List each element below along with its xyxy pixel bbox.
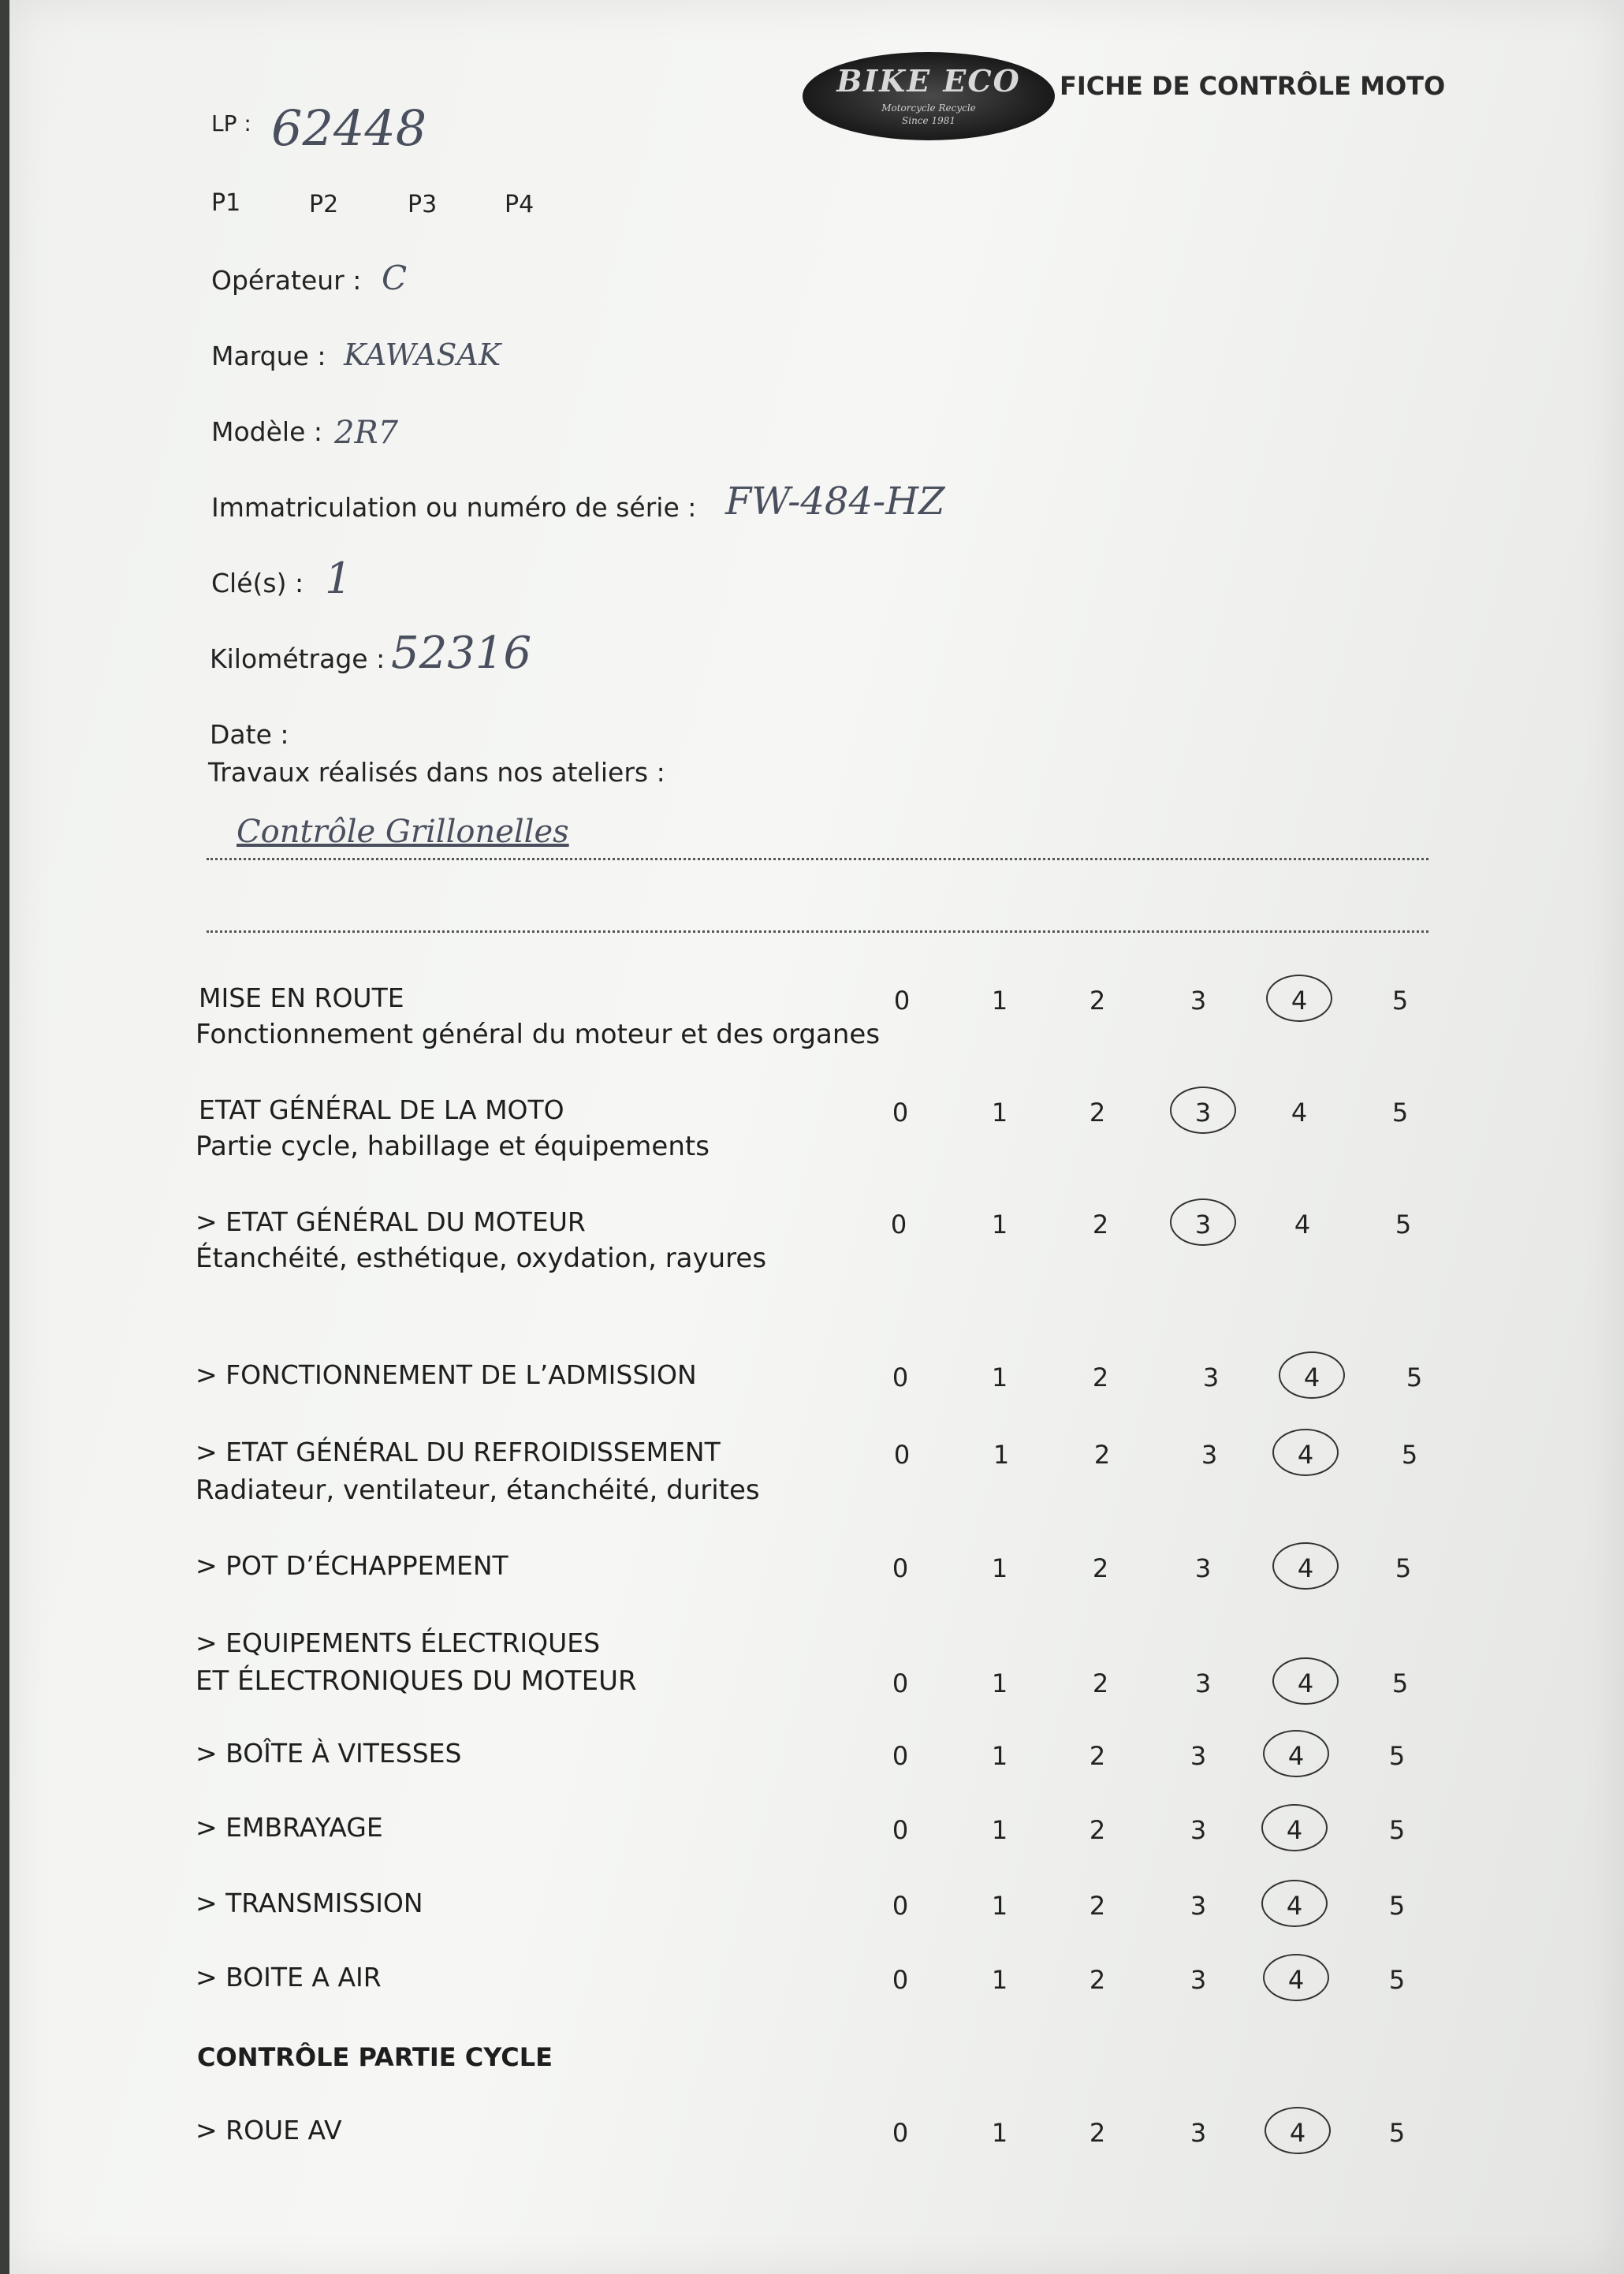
score-option-4[interactable]: 4 (1289, 2118, 1306, 2148)
selected-score-circle (1272, 1429, 1339, 1476)
score-option-2[interactable]: 2 (1089, 1098, 1106, 1128)
score-option-2[interactable]: 2 (1093, 1440, 1111, 1470)
rating-title-pot-d-chappement: > POT D’ÉCHAPPEMENT (196, 1550, 508, 1581)
score-option-3[interactable]: 3 (1190, 2118, 1207, 2148)
operateur-value: C (382, 259, 408, 297)
score-option-0[interactable]: 0 (893, 986, 911, 1016)
travaux-line-1 (207, 858, 1428, 860)
selected-score-circle (1261, 1804, 1328, 1851)
score-option-1[interactable]: 1 (993, 1440, 1010, 1470)
score-option-3[interactable]: 3 (1194, 1553, 1212, 1583)
score-option-1[interactable]: 1 (991, 986, 1008, 1016)
score-option-1[interactable]: 1 (991, 1210, 1008, 1240)
score-option-1[interactable]: 1 (991, 1363, 1008, 1392)
rating-title-bo-te-vitesses: > BOÎTE À VITESSES (196, 1738, 462, 1769)
score-option-2[interactable]: 2 (1089, 1815, 1106, 1845)
score-option-2[interactable]: 2 (1089, 1741, 1106, 1771)
travaux-line-2 (207, 930, 1428, 933)
score-option-3[interactable]: 3 (1190, 1965, 1207, 1995)
score-option-4[interactable]: 4 (1291, 986, 1308, 1016)
score-option-0[interactable]: 0 (892, 2118, 909, 2148)
immat-label: Immatriculation ou numéro de série : (211, 492, 697, 523)
score-option-5[interactable]: 5 (1391, 1098, 1409, 1128)
score-option-0[interactable]: 0 (892, 1965, 909, 1995)
score-option-3[interactable]: 3 (1201, 1440, 1218, 1470)
score-option-4[interactable]: 4 (1286, 1891, 1303, 1921)
km-label: Kilométrage : (210, 643, 386, 674)
score-option-1[interactable]: 1 (991, 1098, 1008, 1128)
selected-score-circle (1272, 1542, 1339, 1590)
rating-title-etat-g-n-ral-du-moteur: > ETAT GÉNÉRAL DU MOTEUR (196, 1206, 586, 1237)
score-option-0[interactable]: 0 (892, 1363, 909, 1392)
score-option-0[interactable]: 0 (892, 1741, 909, 1771)
selected-score-circle (1170, 1087, 1236, 1134)
score-option-2[interactable]: 2 (1092, 1363, 1109, 1392)
score-option-0[interactable]: 0 (893, 1440, 911, 1470)
logo-tagline: Motorcycle Recycle (881, 103, 976, 114)
section-partie-cycle-title: CONTRÔLE PARTIE CYCLE (197, 2042, 553, 2072)
score-option-0[interactable]: 0 (892, 1098, 909, 1128)
position-p3: P3 (408, 191, 438, 218)
lp-value: 62448 (271, 99, 427, 157)
score-option-0[interactable]: 0 (892, 1891, 909, 1921)
lp-label: LP : (211, 110, 251, 136)
score-option-5[interactable]: 5 (1395, 1553, 1412, 1583)
selected-score-circle (1265, 2107, 1331, 2154)
travaux-label: Travaux réalisés dans nos ateliers : (208, 757, 665, 788)
score-option-2[interactable]: 2 (1089, 986, 1106, 1016)
score-option-5[interactable]: 5 (1388, 1891, 1406, 1921)
logo-text: BIKE ECO (836, 63, 1021, 99)
score-option-5[interactable]: 5 (1388, 1741, 1406, 1771)
score-option-4[interactable]: 4 (1294, 1210, 1311, 1240)
selected-score-circle (1170, 1199, 1236, 1246)
score-option-2[interactable]: 2 (1089, 1965, 1106, 1995)
score-option-3[interactable]: 3 (1194, 1668, 1212, 1698)
selected-score-circle (1263, 1730, 1329, 1777)
score-option-0[interactable]: 0 (892, 1815, 909, 1845)
logo-since: Since 1981 (902, 115, 955, 126)
score-option-5[interactable]: 5 (1391, 1668, 1409, 1698)
score-option-2[interactable]: 2 (1089, 2118, 1106, 2148)
rating-subtitle: Radiateur, ventilateur, étanchéité, durites (196, 1474, 760, 1506)
score-option-4[interactable]: 4 (1303, 1363, 1320, 1392)
km-value: 52316 (391, 628, 532, 679)
cles-label: Clé(s) : (211, 568, 304, 598)
position-p4: P4 (505, 191, 535, 218)
score-option-5[interactable]: 5 (1388, 1965, 1406, 1995)
rating-subtitle: Fonctionnement général du moteur et des organes (196, 1019, 881, 1050)
score-option-2[interactable]: 2 (1092, 1668, 1109, 1698)
score-option-5[interactable]: 5 (1401, 1440, 1418, 1470)
score-option-3[interactable]: 3 (1190, 1891, 1207, 1921)
rating-title-etat-g-n-ral-de-la-moto: ETAT GÉNÉRAL DE LA MOTO (199, 1094, 564, 1125)
rating-title-transmission: > TRANSMISSION (196, 1888, 423, 1918)
score-option-3[interactable]: 3 (1190, 1741, 1207, 1771)
score-option-0[interactable]: 0 (890, 1210, 907, 1240)
selected-score-circle (1272, 1657, 1339, 1705)
rating-subtitle: Étanchéité, esthétique, oxydation, rayures (196, 1243, 767, 1274)
date-label: Date : (210, 719, 289, 750)
modele-value: 2R7 (334, 415, 399, 451)
score-option-4[interactable]: 4 (1287, 1741, 1305, 1771)
rating-title-roue-av: > ROUE AV (196, 2115, 342, 2145)
sheet-title: FICHE DE CONTRÔLE MOTO (1060, 71, 1446, 101)
selected-score-circle (1279, 1351, 1345, 1399)
rating-subtitle: Partie cycle, habillage et équipements (196, 1131, 710, 1162)
travaux-value: Contrôle Grillonelles (237, 814, 569, 850)
score-option-1[interactable]: 1 (991, 1891, 1008, 1921)
immat-value: FW-484-HZ (725, 479, 945, 524)
rating-title-etat-g-n-ral-du-refroidissement: > ETAT GÉNÉRAL DU REFROIDISSEMENT (196, 1437, 721, 1467)
selected-score-circle (1261, 1880, 1328, 1927)
rating-title-fonctionnement-de-l-admission: > FONCTIONNEMENT DE L’ADMISSION (196, 1359, 697, 1390)
selected-score-circle (1263, 1954, 1329, 2001)
score-option-2[interactable]: 2 (1089, 1891, 1106, 1921)
score-option-5[interactable]: 5 (1395, 1210, 1412, 1240)
position-p1: P1 (211, 189, 241, 217)
bike-eco-logo (803, 52, 1055, 140)
position-p2: P2 (309, 191, 339, 218)
marque-label: Marque : (211, 341, 326, 371)
score-option-3[interactable]: 3 (1202, 1363, 1220, 1392)
control-sheet-paper (9, 0, 1624, 2274)
score-option-1[interactable]: 1 (991, 1741, 1008, 1771)
rating-title-embrayage: > EMBRAYAGE (196, 1812, 383, 1843)
score-option-3[interactable]: 3 (1190, 1815, 1207, 1845)
rating-title-boite-a-air: > BOITE A AIR (196, 1962, 382, 1993)
score-option-4[interactable]: 4 (1287, 1965, 1305, 1995)
score-option-2[interactable]: 2 (1092, 1210, 1109, 1240)
score-option-4[interactable]: 4 (1297, 1553, 1314, 1583)
score-option-1[interactable]: 1 (991, 1668, 1008, 1698)
rating-subtitle: ET ÉLECTRONIQUES DU MOTEUR (196, 1665, 637, 1697)
score-option-1[interactable]: 1 (991, 1553, 1008, 1583)
rating-title-mise-en-route: MISE EN ROUTE (199, 982, 404, 1013)
score-option-3[interactable]: 3 (1194, 1210, 1212, 1240)
cles-value: 1 (325, 554, 352, 603)
score-option-1[interactable]: 1 (991, 2118, 1008, 2148)
score-option-4[interactable]: 4 (1291, 1098, 1308, 1128)
rating-title-equipements-lectriques: > EQUIPEMENTS ÉLECTRIQUES (196, 1627, 601, 1658)
score-option-5[interactable]: 5 (1388, 1815, 1406, 1845)
score-option-5[interactable]: 5 (1391, 986, 1409, 1016)
score-option-2[interactable]: 2 (1092, 1553, 1109, 1583)
score-option-3[interactable]: 3 (1194, 1098, 1212, 1128)
score-option-0[interactable]: 0 (892, 1668, 909, 1698)
marque-value: KAWASAK (344, 337, 501, 372)
score-option-4[interactable]: 4 (1297, 1668, 1314, 1698)
score-option-4[interactable]: 4 (1297, 1440, 1314, 1470)
operateur-label: Opérateur : (211, 265, 362, 296)
score-option-1[interactable]: 1 (991, 1815, 1008, 1845)
score-option-3[interactable]: 3 (1190, 986, 1207, 1016)
selected-score-circle (1266, 975, 1332, 1022)
score-option-4[interactable]: 4 (1286, 1815, 1303, 1845)
score-option-5[interactable]: 5 (1406, 1363, 1423, 1392)
score-option-0[interactable]: 0 (892, 1553, 909, 1583)
score-option-5[interactable]: 5 (1388, 2118, 1406, 2148)
modele-label: Modèle : (211, 416, 322, 447)
score-option-1[interactable]: 1 (991, 1965, 1008, 1995)
